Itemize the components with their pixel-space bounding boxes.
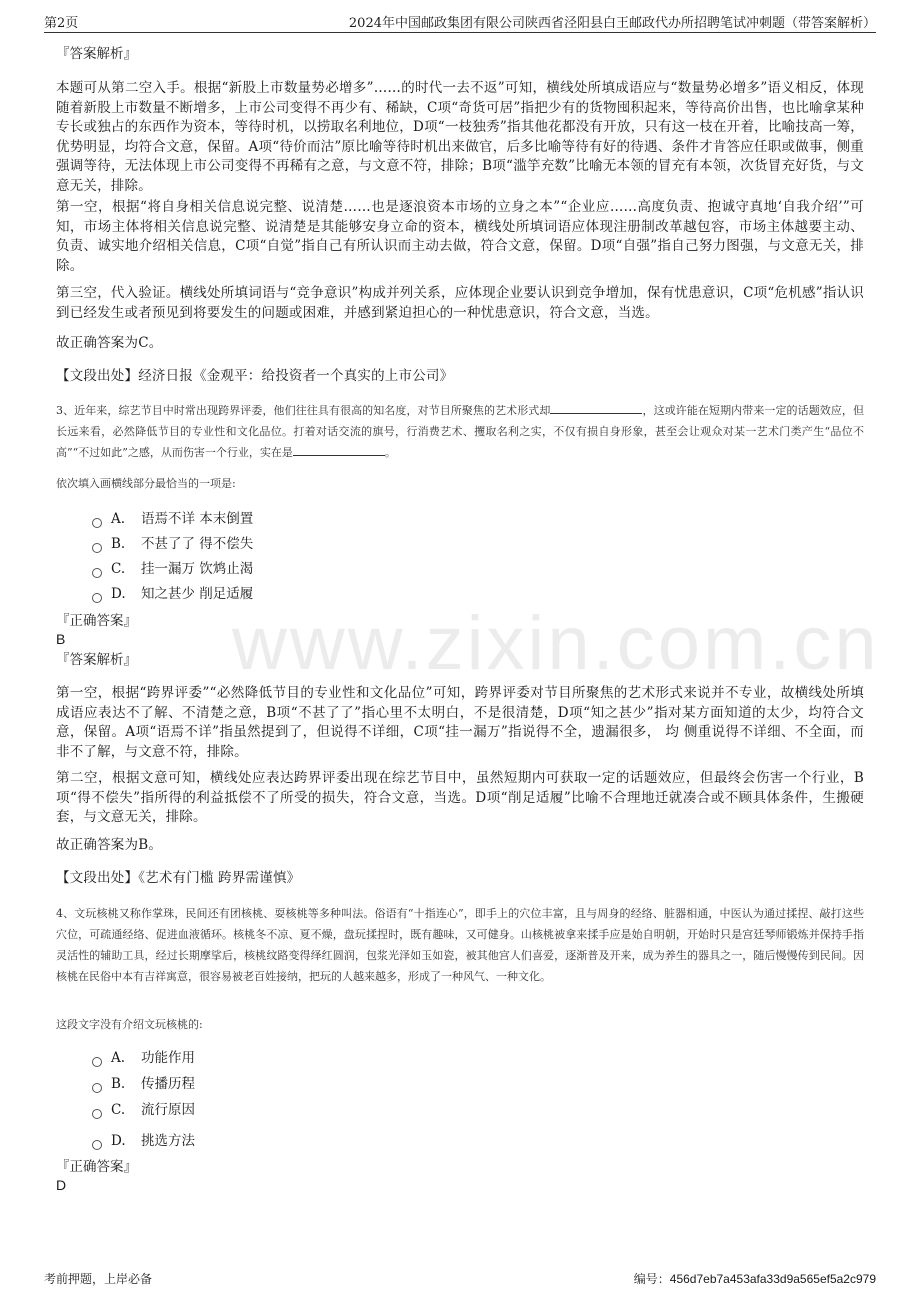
q4-option-c[interactable]: C. 流行原因 (92, 1099, 195, 1121)
q4-correct-label: 『正确答案』 (56, 1159, 137, 1175)
radio-icon[interactable] (92, 1109, 102, 1119)
q3-correct-label: 『正确答案』 (56, 613, 137, 629)
q2-analysis-para-3: 第三空，代入验证。横线处所填词语与“竞争意识”构成并列关系，应体现企业要认识到竞争增加，保有忧患意识，C项“危机感”指认识到已经发生或者预见到将要发生的问题或困难，并感到紧迫担心的一种忧患意识，符合文意，当选。 (56, 285, 864, 321)
q4-option-a[interactable]: A. 功能作用 (92, 1047, 195, 1069)
q3-analysis-para-2: 第二空，根据文意可知，横线处应表达跨界评委出现在综艺节目中，虽然短期内可获取一定的话题效应，但最终会伤害一个行业，B项“得不偿失”指所得的利益抵偿不了所受的损失，符合文意，当选。D项“削足适履”比喻不合理地迁就凑合或不顾具体条件，生搬硬套，与文意无关，排除。 (56, 770, 864, 825)
page-footer (44, 1270, 876, 1290)
page-number: 第2页 (44, 16, 79, 31)
document-title: 2024年中国邮政集团有限公司陕西省泾阳县白王邮政代办所招聘笔试冲刺题（带答案解析） (348, 16, 876, 31)
q3-source: 【文段出处】《艺术有门槛 跨界需谨慎》 (56, 870, 301, 886)
footer-slogan: 考前押题，上岸必备 (44, 1272, 153, 1286)
q3-prompt: 依次填入画横线部分最恰当的一项是: (56, 477, 236, 490)
radio-icon[interactable] (92, 593, 102, 603)
radio-icon[interactable] (92, 568, 102, 578)
radio-icon[interactable] (92, 1140, 102, 1150)
q3-option-a[interactable]: A. 语焉不详 本末倒置 (92, 508, 253, 530)
q2-source: 【文段出处】经济日报《金观平：给投资者一个真实的上市公司》 (56, 368, 454, 384)
q4-prompt: 这段文字没有介绍文玩核桃的: (56, 1018, 203, 1031)
q4-option-d[interactable]: D. 挑选方法 (92, 1130, 195, 1152)
radio-icon[interactable] (92, 1057, 102, 1067)
q2-analysis-para-2: 第一空，根据“将自身相关信息说完整、说清楚……也是逐浪资本市场的立身之本”“企业应……高度负责、抱诚守真地‘自我介绍’”可知，市场主体将相关信息说完整、说清楚是其能够安身立命的资本，横线处所填词语应体现注册制改革越包容，市场主体越要主动、负责、诚实地介绍相关信息，C项“自觉”指自己有所认识而主动去做，符合文意，保留。D项“自强”指自己努力图强，与文意无关，排除。 (56, 199, 864, 274)
q3-correct-answer: B (56, 631, 66, 647)
q3-analysis-label: 『答案解析』 (56, 652, 137, 668)
radio-icon[interactable] (92, 543, 102, 553)
q4-option-b[interactable]: B. 传播历程 (92, 1073, 195, 1095)
q3-analysis-para-1: 第一空，根据“跨界评委”“必然降低节目的专业性和文化品位”可知，跨界评委对节目所聚焦的艺术形式来说并不专业，故横线处所填成语应表达不了解、不清楚之意，B项“不甚了了”指心里不太明白，不是很清楚，D项“知之甚少”指对某方面知道的太少，均符合文意，保留。A项“语焉不详”指虽然提到了，但说得不详细，C项“挂一漏万”指说得不全，遗漏很多， 均 侧重说得不详细、不全面，而非不了解，与文意不符，排除。 (56, 685, 864, 760)
radio-icon[interactable] (92, 1083, 102, 1093)
q3-option-d[interactable]: D. 知之甚少 削足适履 (92, 583, 253, 605)
watermark: www.zixin.com.cn (232, 601, 880, 686)
q4-correct-answer: D (56, 1177, 67, 1193)
document-id: 编号：456d7eb7a453afa33d9a565ef5a2c979 (633, 1272, 876, 1286)
q3-conclusion: 故正确答案为B。 (56, 837, 163, 853)
page-header (44, 10, 876, 33)
radio-icon[interactable] (92, 518, 102, 528)
q3-question: 3、近年来，综艺节目中时常出现跨界评委，他们往往具有很高的知名度，对节目所聚焦的艺术形式却 ，这或许能在短期内带来一定的话题效应，但长远来看，必然降低节目的专业性和文化品位。打着对话交流的旗号，行消费艺术、攫取名利之实，不仅有损自身形象，甚至会让观众对某一艺术门类产生“品位不高”“不过如此”之感，从而伤害一个行业，实在是 。 (56, 400, 864, 463)
q2-analysis-para-1: 本题可从第二空入手。根据“新股上市数量势必增多”……的时代一去不返”可知，横线处所填成语应与“数量势必增多”语义相反，体现随着新股上市数量不断增多，上市公司变得不再少有、稀缺，C项“奇货可居”指把少有的货物囤积起来，等待高价出售，也比喻拿某种专长或独占的东西作为资本，等待时机，以捞取名利地位，D项“一枝独秀”指其他花都没有开放，只有这一枝在开着，比喻技高一筹，优势明显，均符合文意，保留。A项“待价而沽”原比喻等待时机出来做官，后多比喻等待有好的待遇、条件才肯答应任职或做事，侧重强调等待，无法体现上市公司变得不再稀有之意，与文意不符，排除；B项“滥竽充数”比喻无本领的冒充有本领，次货冒充好货，与文意无关，排除。 (56, 80, 864, 194)
q3-option-c[interactable]: C. 挂一漏万 饮鸩止渴 (92, 558, 253, 580)
q2-analysis-label: 『答案解析』 (56, 46, 137, 62)
q3-option-b[interactable]: B. 不甚了了 得不偿失 (92, 533, 253, 555)
q4-question: 4、文玩核桃又称作掌珠，民间还有团核桃、耍核桃等多种叫法。俗语有“十指连心”，即手上的穴位丰富，且与周身的经络、脏器相通，中医认为通过揉捏、敲打这些穴位，可疏通经络、促进血液循环。核桃冬不凉、夏不燥，盘玩揉捏时，既有趣味，又可健身。山核桃被拿来揉手应是始自明朝，开始时只是宫廷琴师锻炼并保持手指灵活性的辅助工具，经过长期摩挲后，核桃纹路变得绎红圆润，包浆光泽如玉如瓷，被其他宫人们喜爱，逐渐普及开来，成为养生的器具之一，随后慢慢传到民间。因核桃在民俗中本有吉祥寓意，很容易被老百姓接纳，把玩的人越来越多，形成了一种风气、一种文化。 (56, 907, 864, 983)
q2-conclusion: 故正确答案为C。 (56, 335, 163, 351)
